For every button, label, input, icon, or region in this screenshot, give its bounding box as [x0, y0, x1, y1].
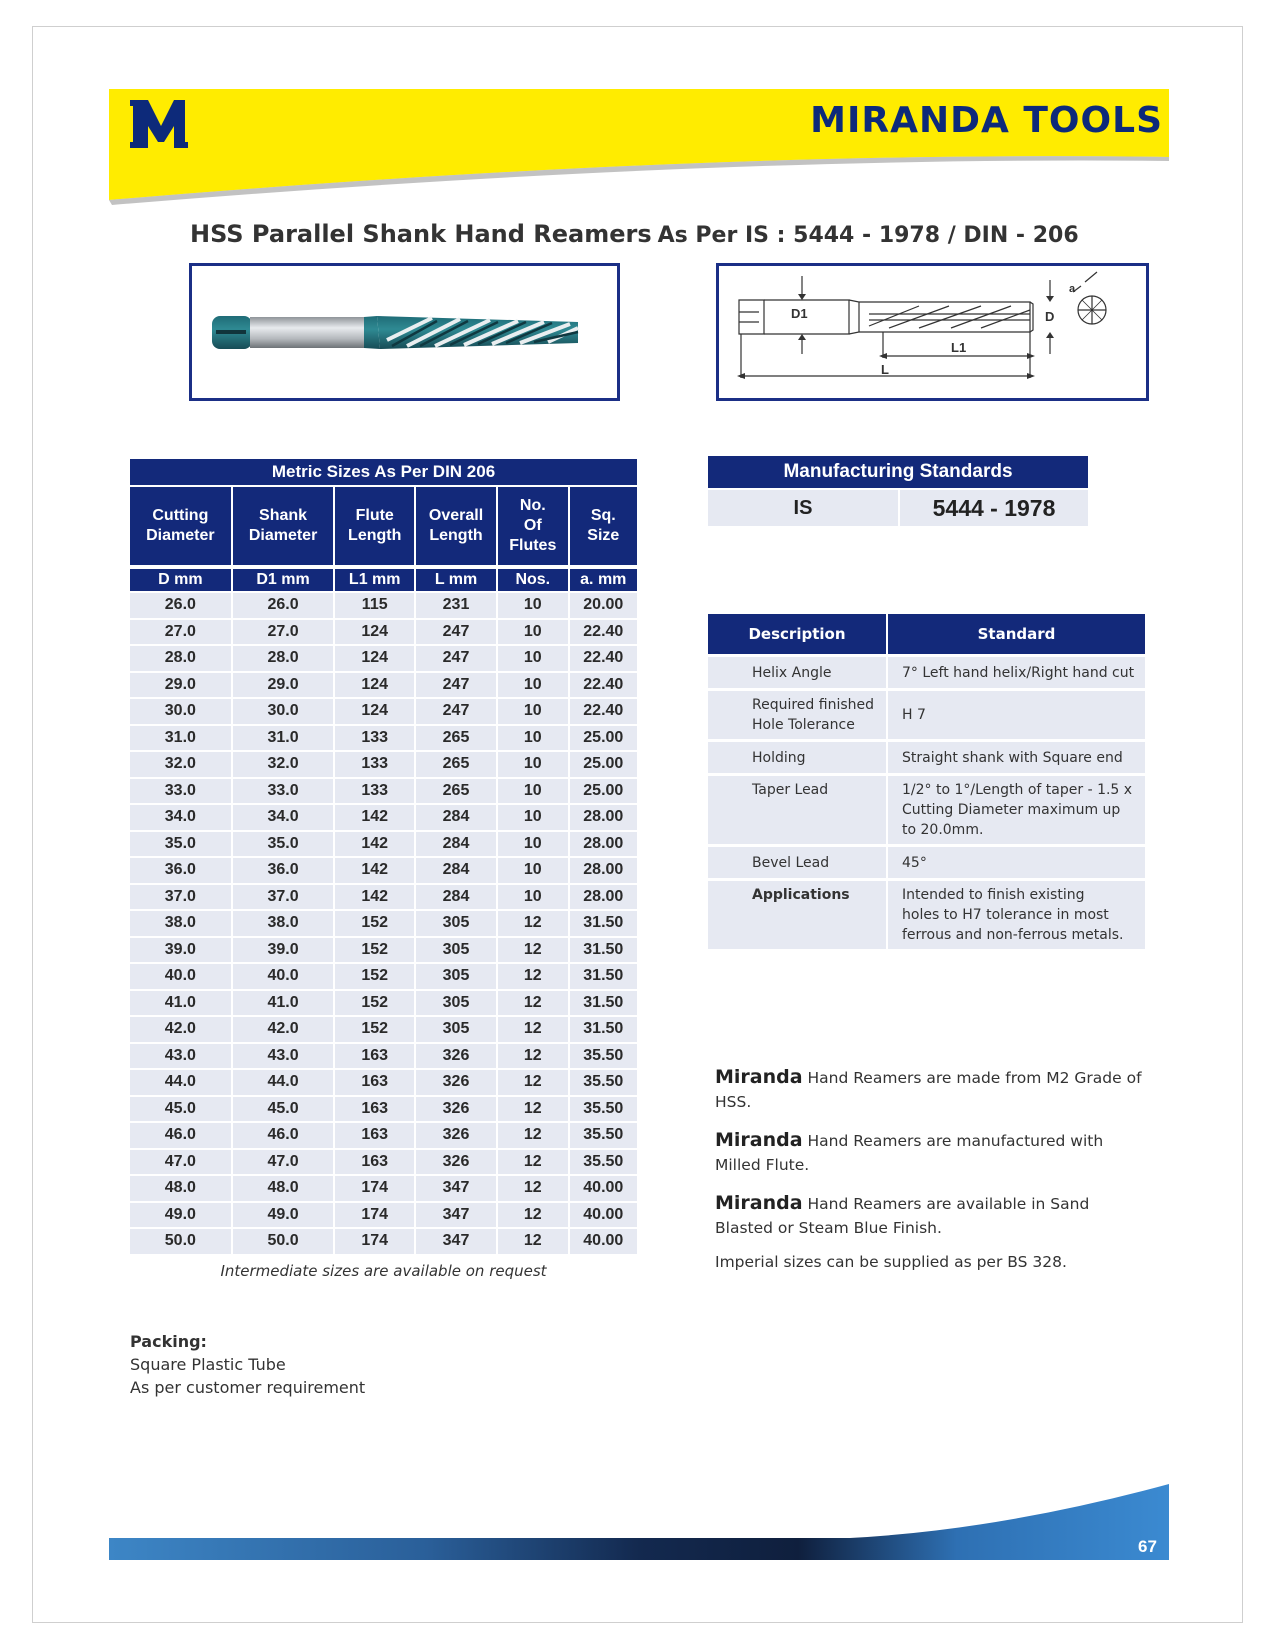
table-cell: 28.00	[570, 803, 637, 830]
table-cell: 10	[498, 856, 570, 883]
label-l1: L1	[951, 340, 967, 355]
brand-name: MIRANDA TOOLS	[810, 100, 1163, 141]
metric-unit-header: Nos.	[498, 565, 570, 591]
table-cell: 31.50	[570, 909, 637, 936]
table-row	[130, 777, 637, 804]
metric-table-caption: Metric Sizes As Per DIN 206	[130, 459, 637, 487]
table-cell: 26.0	[130, 591, 233, 618]
packing-line: Square Plastic Tube	[130, 1355, 286, 1374]
spec-standard	[888, 654, 1145, 688]
table-cell: 35.50	[570, 1121, 637, 1148]
spec-standard	[888, 739, 1145, 773]
spec-standard-line: Straight shank with Square end	[902, 749, 1123, 766]
table-cell: 163	[335, 1095, 416, 1122]
table-cell: 43.0	[130, 1042, 233, 1069]
table-cell: 46.0	[233, 1121, 336, 1148]
table-cell: 42.0	[233, 1015, 336, 1042]
table-cell: 10	[498, 591, 570, 618]
table-cell: 12	[498, 1201, 570, 1228]
spec-standard	[888, 844, 1145, 878]
table-row	[130, 803, 637, 830]
table-cell: 22.40	[570, 671, 637, 698]
spec-description-line: Required finished	[752, 697, 875, 713]
table-row	[130, 1042, 637, 1069]
table-cell: 10	[498, 697, 570, 724]
table-cell: 42.0	[130, 1015, 233, 1042]
table-cell: 284	[416, 803, 498, 830]
table-cell: 152	[335, 1015, 416, 1042]
spec-standard-line: H 7	[902, 707, 926, 723]
table-cell: 31.50	[570, 962, 637, 989]
table-row	[130, 644, 637, 671]
spec-standard-line: Cutting Diameter maximum up	[902, 802, 1121, 818]
table-cell: 265	[416, 777, 498, 804]
table-cell: 12	[498, 1042, 570, 1069]
table-cell: 265	[416, 750, 498, 777]
table-cell: 45.0	[233, 1095, 336, 1122]
table-cell: 284	[416, 830, 498, 857]
table-cell: 30.0	[130, 697, 233, 724]
table-cell: 10	[498, 830, 570, 857]
table-cell: 12	[498, 1095, 570, 1122]
table-cell: 50.0	[130, 1227, 233, 1254]
table-cell: 347	[416, 1201, 498, 1228]
feature-note-text: Hand Reamers are available in Sand Blasted or Steam Blue Finish.	[715, 1195, 1090, 1237]
metric-column-header-line: Diameter	[146, 527, 215, 544]
table-cell: 41.0	[233, 989, 336, 1016]
metric-column-header-line: Of	[523, 517, 542, 534]
table-cell: 28.00	[570, 830, 637, 857]
page-title	[190, 220, 1079, 248]
table-cell: 10	[498, 724, 570, 751]
table-cell: 326	[416, 1042, 498, 1069]
table-cell: 22.40	[570, 697, 637, 724]
table-row	[130, 1068, 637, 1095]
table-row	[130, 1148, 637, 1175]
spec-standard	[888, 878, 1145, 949]
table-cell: 26.0	[233, 591, 336, 618]
table-cell: 326	[416, 1068, 498, 1095]
label-d1: D1	[791, 306, 808, 321]
table-cell: 115	[335, 591, 416, 618]
spec-standard-line: 1/2° to 1°/Length of taper - 1.5 x	[902, 782, 1133, 798]
spec-description	[708, 878, 888, 949]
table-cell: 10	[498, 618, 570, 645]
table-cell: 174	[335, 1174, 416, 1201]
table-row	[130, 697, 637, 724]
table-cell: 33.0	[130, 777, 233, 804]
table-cell: 12	[498, 989, 570, 1016]
metric-column-header-line: Overall	[428, 507, 484, 524]
table-cell: 124	[335, 644, 416, 671]
spec-standard	[888, 773, 1145, 844]
table-row	[130, 671, 637, 698]
table-row	[130, 750, 637, 777]
table-cell: 347	[416, 1174, 498, 1201]
table-row	[130, 724, 637, 751]
table-row	[130, 856, 637, 883]
table-cell: 45.0	[130, 1095, 233, 1122]
table-row	[130, 591, 637, 618]
table-cell: 20.00	[570, 591, 637, 618]
table-cell: 28.0	[233, 644, 336, 671]
packing-line: As per customer requirement	[130, 1378, 366, 1397]
table-cell: 30.0	[233, 697, 336, 724]
packing-section	[130, 1330, 365, 1399]
table-cell: 48.0	[233, 1174, 336, 1201]
table-cell: 46.0	[130, 1121, 233, 1148]
metric-column-header-line: Flutes	[509, 537, 557, 554]
table-cell: 40.0	[233, 962, 336, 989]
table-row	[130, 1201, 637, 1228]
label-d: D	[1045, 309, 1055, 324]
table-cell: 12	[498, 909, 570, 936]
table-cell: 12	[498, 1015, 570, 1042]
table-cell: 152	[335, 936, 416, 963]
table-cell: 10	[498, 750, 570, 777]
spec-description-line: Hole Tolerance	[752, 717, 855, 733]
table-row	[130, 1227, 637, 1254]
metric-column-header-line: Shank	[259, 507, 308, 524]
table-cell: 10	[498, 777, 570, 804]
spec-standard	[888, 688, 1145, 739]
table-cell: 305	[416, 1015, 498, 1042]
table-cell: 36.0	[130, 856, 233, 883]
table-cell: 25.00	[570, 777, 637, 804]
spec-standard-line: ferrous and non-ferrous metals.	[902, 927, 1124, 943]
table-cell: 35.50	[570, 1068, 637, 1095]
table-cell: 10	[498, 803, 570, 830]
metric-column-header-line: No.	[519, 497, 546, 514]
title-main: HSS Parallel Shank Hand Reamers	[190, 220, 652, 248]
table-cell: 174	[335, 1227, 416, 1254]
spec-row	[708, 844, 1145, 878]
metric-column-header	[130, 487, 233, 565]
table-cell: 12	[498, 1227, 570, 1254]
table-row	[130, 962, 637, 989]
spec-row	[708, 878, 1145, 949]
feature-note	[715, 1065, 1145, 1114]
packing-heading: Packing:	[130, 1332, 207, 1351]
spec-description-line: Applications	[752, 887, 850, 903]
brand-word: Miranda	[715, 1129, 803, 1151]
table-cell: 47.0	[130, 1148, 233, 1175]
table-cell: 133	[335, 724, 416, 751]
table-cell: 39.0	[130, 936, 233, 963]
table-cell: 12	[498, 962, 570, 989]
spec-standard-line: 7° Left hand helix/Right hand cut	[902, 664, 1135, 681]
table-cell: 142	[335, 830, 416, 857]
mfg-key: IS	[708, 488, 900, 526]
table-cell: 10	[498, 671, 570, 698]
table-cell: 44.0	[233, 1068, 336, 1095]
table-row	[130, 618, 637, 645]
table-row	[130, 1174, 637, 1201]
product-photo	[189, 263, 620, 401]
table-cell: 163	[335, 1121, 416, 1148]
manufacturing-standards-table	[708, 456, 1088, 526]
feature-note	[715, 1128, 1145, 1177]
table-cell: 142	[335, 856, 416, 883]
table-row	[130, 1095, 637, 1122]
table-cell: 247	[416, 618, 498, 645]
metric-column-header	[416, 487, 498, 565]
table-cell: 35.50	[570, 1042, 637, 1069]
table-cell: 231	[416, 591, 498, 618]
table-cell: 32.0	[233, 750, 336, 777]
metric-column-header	[570, 487, 637, 565]
table-cell: 43.0	[233, 1042, 336, 1069]
table-cell: 12	[498, 1174, 570, 1201]
metric-column-header-line: Size	[587, 527, 620, 544]
metric-column-header-line: Length	[348, 527, 402, 544]
metric-column-header-line: Length	[429, 527, 483, 544]
spec-description-line: Holding	[752, 749, 806, 766]
metric-sizes-table	[130, 459, 637, 1254]
table-cell: 142	[335, 803, 416, 830]
table-row	[130, 909, 637, 936]
table-cell: 22.40	[570, 618, 637, 645]
mfg-value: 5444 - 1978	[900, 488, 1088, 526]
brand-word: Miranda	[715, 1192, 803, 1214]
table-cell: 33.0	[233, 777, 336, 804]
spec-description	[708, 739, 888, 773]
metric-column-header-line: Diameter	[248, 527, 318, 544]
table-cell: 40.00	[570, 1227, 637, 1254]
table-cell: 31.50	[570, 936, 637, 963]
table-cell: 38.0	[233, 909, 336, 936]
table-cell: 27.0	[130, 618, 233, 645]
table-cell: 34.0	[233, 803, 336, 830]
table-cell: 124	[335, 671, 416, 698]
imperial-note: Imperial sizes can be supplied as per BS 328.	[715, 1253, 1067, 1271]
feature-note	[715, 1191, 1145, 1240]
table-cell: 247	[416, 644, 498, 671]
table-cell: 247	[416, 697, 498, 724]
table-cell: 35.0	[233, 830, 336, 857]
table-cell: 28.00	[570, 883, 637, 910]
table-cell: 12	[498, 1148, 570, 1175]
label-l: L	[881, 362, 889, 377]
table-cell: 305	[416, 962, 498, 989]
table-cell: 39.0	[233, 936, 336, 963]
table-cell: 25.00	[570, 750, 637, 777]
brand-word: Miranda	[715, 1066, 803, 1088]
spec-description-line: Taper Lead	[752, 782, 829, 798]
table-cell: 326	[416, 1148, 498, 1175]
table-cell: 40.0	[130, 962, 233, 989]
table-cell: 37.0	[233, 883, 336, 910]
table-cell: 10	[498, 644, 570, 671]
table-cell: 152	[335, 909, 416, 936]
metric-column-header	[498, 487, 570, 565]
page-number: 67	[1138, 1537, 1157, 1556]
table-cell: 27.0	[233, 618, 336, 645]
table-cell: 152	[335, 989, 416, 1016]
table-cell: 326	[416, 1121, 498, 1148]
metric-unit-header: L1 mm	[335, 565, 416, 591]
metric-column-header	[335, 487, 416, 565]
table-cell: 40.00	[570, 1201, 637, 1228]
spec-description-line: Helix Angle	[752, 664, 832, 681]
metric-unit-header: D1 mm	[233, 565, 336, 591]
spec-row	[708, 688, 1145, 739]
table-cell: 44.0	[130, 1068, 233, 1095]
table-row	[130, 1015, 637, 1042]
table-row	[130, 1121, 637, 1148]
table-cell: 174	[335, 1201, 416, 1228]
table-cell: 152	[335, 962, 416, 989]
table-cell: 36.0	[233, 856, 336, 883]
spec-description	[708, 688, 888, 739]
metric-column-header-line: Cutting	[152, 507, 209, 524]
intermediate-sizes-note: Intermediate sizes are available on request	[220, 1262, 547, 1280]
table-cell: 29.0	[233, 671, 336, 698]
table-cell: 10	[498, 883, 570, 910]
spec-standard-line: 45°	[902, 854, 927, 871]
reamer-diagram	[716, 263, 1149, 401]
metric-column-header-line: Flute	[355, 507, 394, 524]
table-cell: 305	[416, 989, 498, 1016]
table-cell: 305	[416, 936, 498, 963]
footer-band	[0, 1470, 1275, 1570]
spec-row	[708, 654, 1145, 688]
title-standard: As Per IS : 5444 - 1978 / DIN - 206	[657, 223, 1079, 248]
table-cell: 41.0	[130, 989, 233, 1016]
table-cell: 28.0	[130, 644, 233, 671]
mfg-caption: Manufacturing Standards	[708, 456, 1088, 488]
table-cell: 47.0	[233, 1148, 336, 1175]
table-cell: 305	[416, 909, 498, 936]
table-cell: 34.0	[130, 803, 233, 830]
table-cell: 35.50	[570, 1148, 637, 1175]
metric-unit-header: L mm	[416, 565, 498, 591]
metric-column-header-line: Sq.	[590, 507, 616, 524]
table-cell: 22.40	[570, 644, 637, 671]
table-cell: 163	[335, 1042, 416, 1069]
table-cell: 37.0	[130, 883, 233, 910]
table-cell: 133	[335, 777, 416, 804]
table-cell: 326	[416, 1095, 498, 1122]
table-cell: 38.0	[130, 909, 233, 936]
spec-description	[708, 773, 888, 844]
table-row	[130, 883, 637, 910]
metric-unit-header: D mm	[130, 565, 233, 591]
table-row	[130, 989, 637, 1016]
feature-note-text: Hand Reamers are made from M2 Grade of HSS.	[715, 1069, 1142, 1111]
spec-description-line: Bevel Lead	[752, 854, 830, 871]
spec-row	[708, 773, 1145, 844]
table-cell: 29.0	[130, 671, 233, 698]
table-cell: 32.0	[130, 750, 233, 777]
table-cell: 247	[416, 671, 498, 698]
table-cell: 40.00	[570, 1174, 637, 1201]
table-cell: 265	[416, 724, 498, 751]
table-cell: 31.0	[130, 724, 233, 751]
table-cell: 49.0	[130, 1201, 233, 1228]
table-cell: 12	[498, 936, 570, 963]
spec-standard-line: to 20.0mm.	[902, 822, 984, 838]
table-cell: 163	[335, 1068, 416, 1095]
table-cell: 12	[498, 1068, 570, 1095]
reamer-drawing-icon	[719, 266, 1146, 398]
table-cell: 124	[335, 618, 416, 645]
spec-standard-line: holes to H7 tolerance in most	[902, 907, 1109, 923]
metric-unit-header: a. mm	[570, 565, 637, 591]
spec-standard-line: Intended to finish existing	[902, 887, 1085, 903]
table-cell: 35.50	[570, 1095, 637, 1122]
table-cell: 31.50	[570, 1015, 637, 1042]
feature-note-text: Hand Reamers are manufactured with Milled Flute.	[715, 1132, 1104, 1174]
label-a: a	[1069, 283, 1076, 295]
spec-description	[708, 844, 888, 878]
table-cell: 48.0	[130, 1174, 233, 1201]
spec-table	[708, 614, 1145, 949]
table-cell: 31.0	[233, 724, 336, 751]
table-cell: 28.00	[570, 856, 637, 883]
table-cell: 284	[416, 856, 498, 883]
table-cell: 25.00	[570, 724, 637, 751]
table-cell: 347	[416, 1227, 498, 1254]
spec-row	[708, 739, 1145, 773]
table-cell: 284	[416, 883, 498, 910]
spec-description	[708, 654, 888, 688]
spec-header-standard: Standard	[888, 614, 1145, 654]
table-cell: 124	[335, 697, 416, 724]
table-cell: 31.50	[570, 989, 637, 1016]
table-row	[130, 936, 637, 963]
reamer-photo-icon	[192, 266, 617, 398]
table-cell: 12	[498, 1121, 570, 1148]
table-cell: 142	[335, 883, 416, 910]
table-cell: 133	[335, 750, 416, 777]
metric-column-header	[233, 487, 336, 565]
table-cell: 49.0	[233, 1201, 336, 1228]
spec-header-description: Description	[708, 614, 888, 654]
table-cell: 35.0	[130, 830, 233, 857]
table-row	[130, 830, 637, 857]
table-cell: 163	[335, 1148, 416, 1175]
table-cell: 50.0	[233, 1227, 336, 1254]
